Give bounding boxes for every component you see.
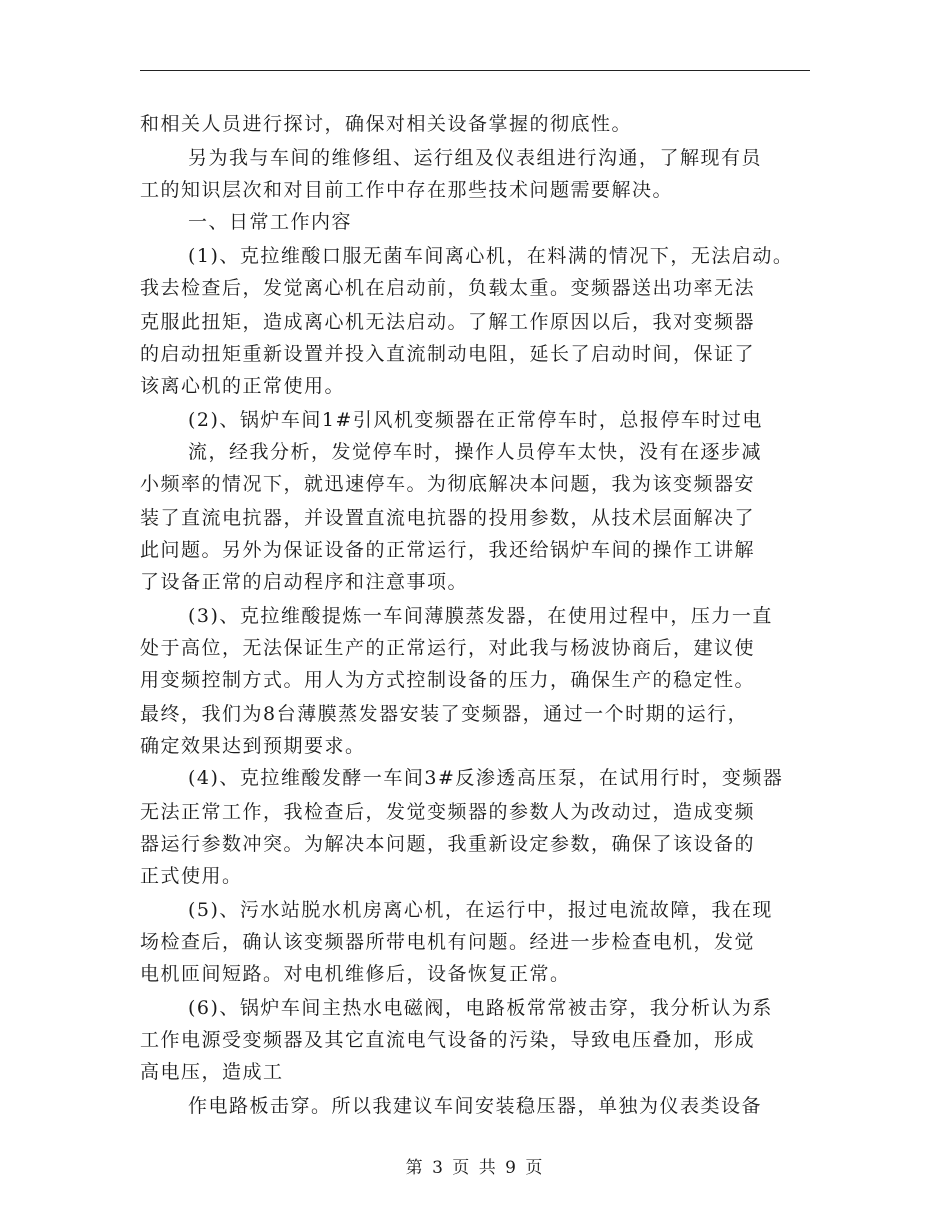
paragraph-line: 处于高位，无法保证生产的正常运行，对此我与杨波协商后，建议使 — [140, 637, 756, 659]
paragraph-line: 了设备正常的启动程序和注意事项。 — [140, 571, 469, 593]
paragraph-line: 电机匝间短路。对电机维修后，设备恢复正常。 — [140, 963, 571, 985]
paragraph-line: 作电路板击穿。所以我建议车间安装稳压器，单独为仪表类设备 — [188, 1095, 763, 1117]
paragraph-line: (6)、锅炉车间主热水电磁阀，电路板常常被击穿，我分析认为系 — [188, 997, 773, 1019]
paragraph-line: 无法正常工作，我检查后，发觉变频器的参数人为改动过，造成变频 — [140, 801, 756, 823]
paragraph-line: 克服此扭矩，造成离心机无法启动。了解工作原因以后，我对变频器 — [140, 311, 756, 333]
paragraph-line: 最终，我们为8台薄膜蒸发器安装了变频器，通过一个时期的运行， — [140, 703, 749, 725]
paragraph-line: 装了直流电抗器，并设置直流电抗器的投用参数，从技术层面解决了 — [140, 507, 756, 529]
paragraph-line: 的启动扭矩重新设置并投入直流制动电阻，延长了启动时间，保证了 — [140, 343, 756, 365]
paragraph-line: 该离心机的正常使用。 — [140, 375, 346, 397]
paragraph-line: (1)、克拉维酸口服无菌车间离心机，在料满的情况下，无法启动。 — [188, 245, 794, 267]
paragraph-line: (4)、克拉维酸发酵一车间3#反渗透高压泵，在试用行时，变频器 — [188, 767, 784, 789]
paragraph-line: 器运行参数冲突。为解决本问题，我重新设定参数，确保了该设备的 — [140, 833, 756, 855]
paragraph-line: 另为我与车间的维修组、运行组及仪表组进行沟通，了解现有员 — [188, 147, 763, 169]
paragraph-line: 工的知识层次和对目前工作中存在那些技术问题需要解决。 — [140, 179, 674, 201]
paragraph-line: 小频率的情况下，就迅速停车。为彻底解决本问题，我为该变频器安 — [140, 473, 756, 495]
paragraph-line: 用变频控制方式。用人为方式控制设备的压力，确保生产的稳定性。 — [140, 669, 756, 691]
section-heading: 一、日常工作内容 — [188, 211, 353, 233]
paragraph-line: 流，经我分析，发觉停车时，操作人员停车太快，没有在逐步减 — [188, 441, 763, 463]
paragraph-line: 和相关人员进行探讨，确保对相关设备掌握的彻底性。 — [140, 113, 633, 135]
page-number-footer: 第 3 页 共 9 页 — [405, 1158, 545, 1178]
paragraph-line: 我去检查后，发觉离心机在启动前，负载太重。变频器送出功率无法 — [140, 277, 756, 299]
paragraph-line: 场检查后，确认该变频器所带电机有问题。经进一步检查电机，发觉 — [140, 931, 756, 953]
paragraph-line: 正式使用。 — [140, 865, 243, 887]
paragraph-line: 确定效果达到预期要求。 — [140, 735, 366, 757]
paragraph-line: 工作电源受变频器及其它直流电气设备的污染，导致电压叠加，形成 — [140, 1029, 756, 1051]
paragraph-line: 此问题。另外为保证设备的正常运行，我还给锅炉车间的操作工讲解 — [140, 539, 756, 561]
paragraph-line: 高电压，造成工 — [140, 1061, 284, 1083]
paragraph-line: (3)、克拉维酸提炼一车间薄膜蒸发器，在使用过程中，压力一直 — [188, 605, 773, 627]
paragraph-line: (5)、污水站脱水机房离心机，在运行中，报过电流故障，我在现 — [188, 899, 773, 921]
paragraph-line: (2)、锅炉车间1#引风机变频器在正常停车时，总报停车时过电 — [188, 409, 763, 431]
